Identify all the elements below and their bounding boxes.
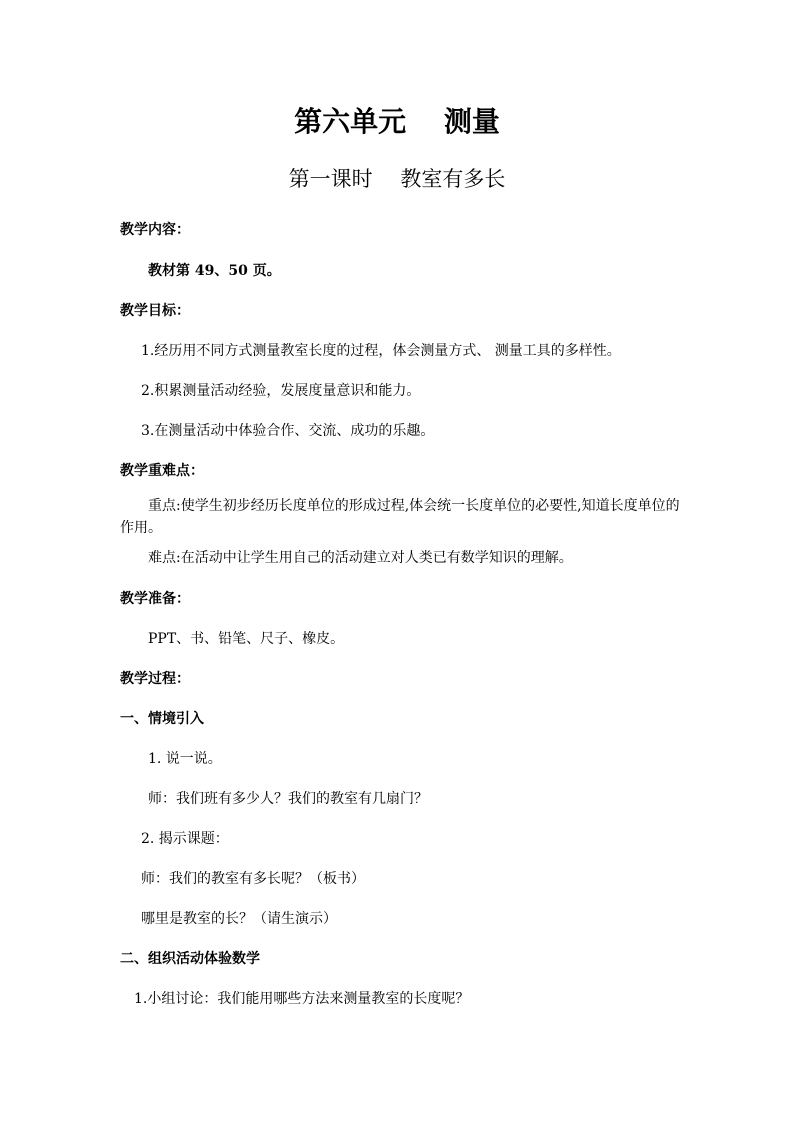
part2-item-1: 1.小组讨论：我们能用哪些方法来测量教室的长度呢？: [134, 991, 470, 1007]
keypoints-heading: 教学重难点：: [120, 463, 204, 479]
part1-item-2: 2. 揭示课题：: [141, 831, 229, 847]
prep-text: PPT、书、铅笔、尺子、橡皮。: [148, 631, 345, 647]
goals-heading: 教学目标：: [120, 303, 190, 319]
part1-teacher-line-2: 师：我们的教室有多长呢？（板书）: [141, 871, 365, 887]
content-text: 教材第 49、50 页。: [148, 263, 281, 279]
content-heading: 教学内容：: [120, 222, 190, 238]
prep-heading: 教学准备：: [120, 591, 190, 607]
process-heading: 教学过程：: [120, 671, 190, 687]
part1-teacher-line-1: 师：我们班有多少人？我们的教室有几扇门？: [148, 791, 428, 807]
goal-item-3: 3.在测量活动中体验合作、交流、成功的乐趣。: [141, 423, 435, 439]
keypoint-paragraph: 重点:使学生初步经历长度单位的形成过程,体会统一长度单位的必要性,知道长度单位的作用。: [120, 498, 680, 536]
difficulty-paragraph: 难点:在活动中让学生用自己的活动建立对人类已有数学知识的理解。: [148, 550, 573, 566]
goal-item-1: 1.经历用不同方式测量教室长度的过程，体会测量方式、 测量工具的多样性。: [141, 343, 621, 359]
lesson-subtitle: 第一课时 教室有多长: [288, 167, 506, 191]
part2-heading: 二、组织活动体验数学: [120, 951, 260, 967]
part1-item-1: 1. 说一说。: [148, 751, 222, 767]
part1-heading: 一、情境引入: [120, 711, 204, 727]
page-title: 第六单元 测量: [294, 105, 500, 138]
part1-question: 哪里是教室的长？（请生演示）: [141, 911, 337, 927]
goal-item-2: 2.积累测量活动经验，发展度量意识和能力。: [141, 383, 421, 399]
